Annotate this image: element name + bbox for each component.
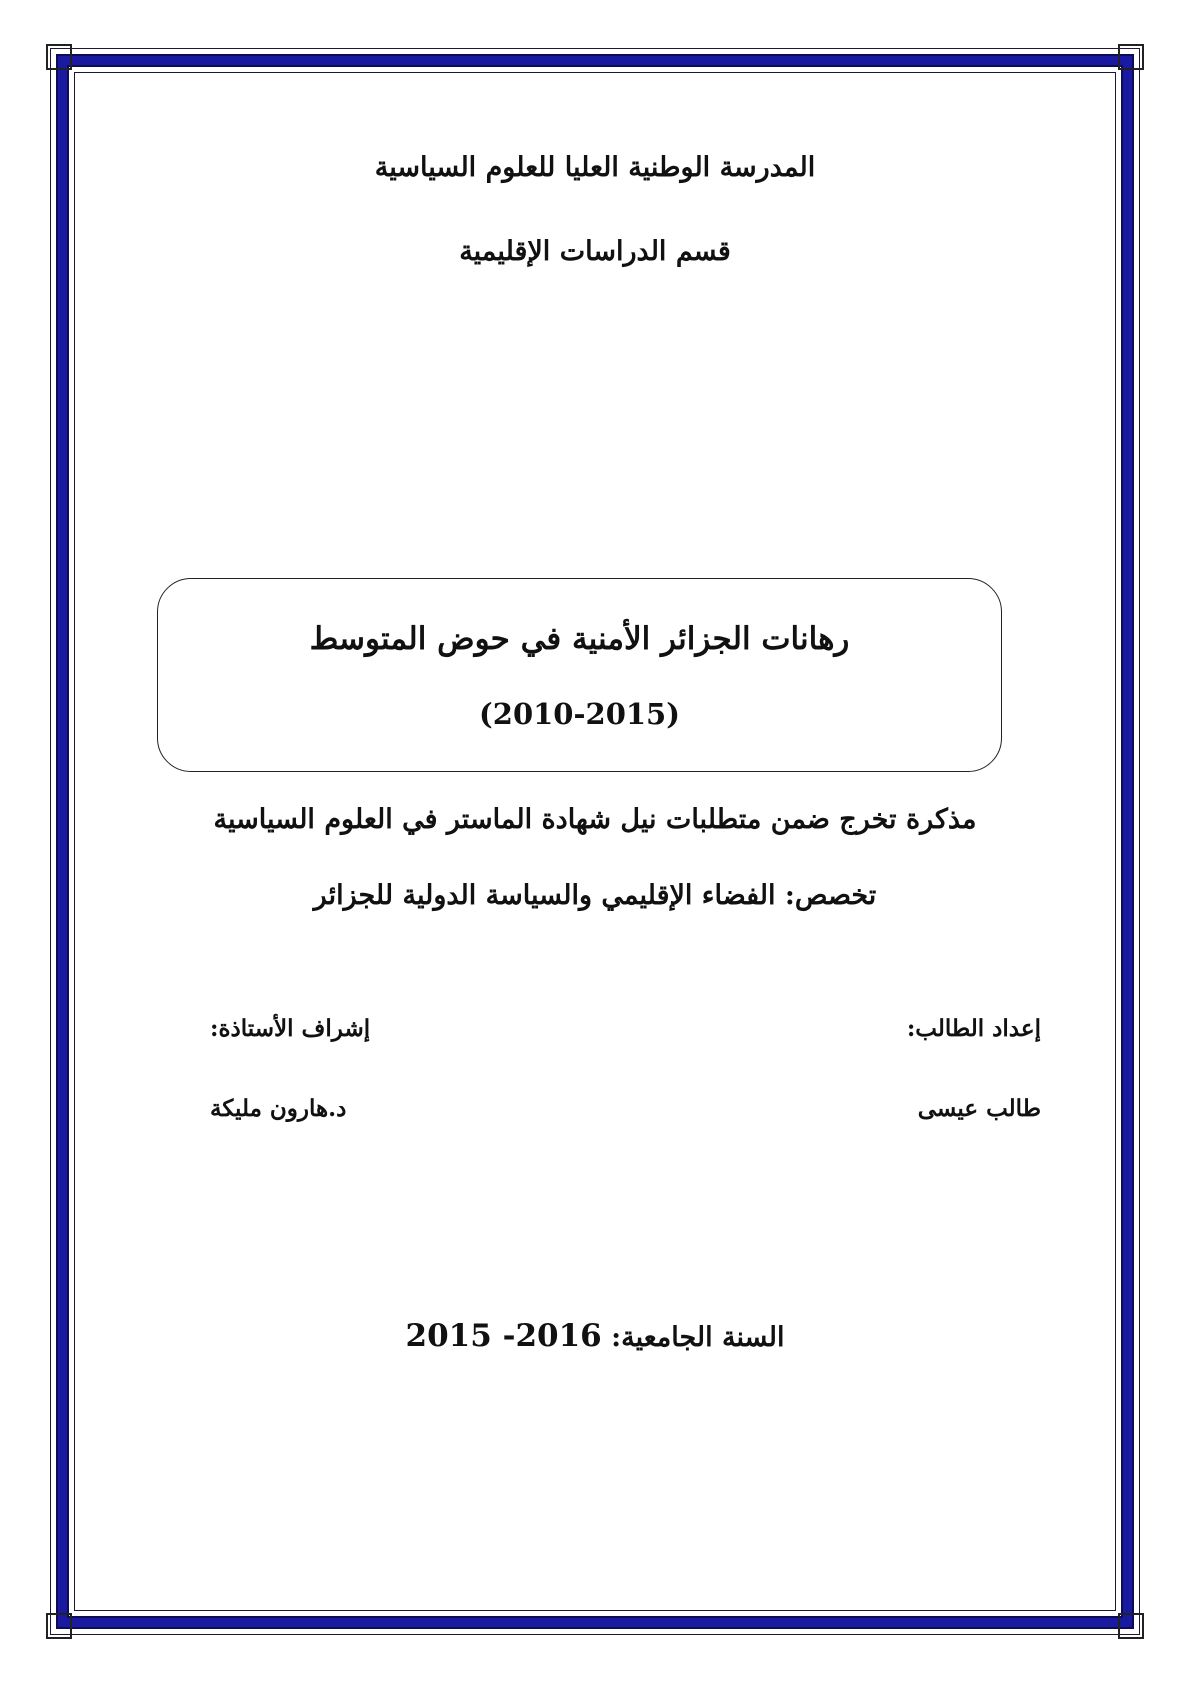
- page-border-inner: [74, 72, 1116, 1611]
- academic-year: [0, 1318, 1190, 1354]
- thesis-purpose: مذكرة تخرج ضمن متطلبات نيل شهادة الماستر في العلوم السياسية: [213, 804, 977, 835]
- academic-year-value: 2015 -2016: [405, 1318, 602, 1354]
- border-corner-top-left: [46, 44, 72, 70]
- supervisor-label: إشراف الأستاذة:: [210, 1015, 371, 1042]
- thesis-period: (2010-2015): [479, 697, 680, 731]
- school-name: المدرسة الوطنية العليا للعلوم السياسية: [374, 152, 816, 183]
- department-name: قسم الدراسات الإقليمية: [459, 236, 731, 267]
- thesis-title: رهانات الجزائر الأمنية في حوض المتوسط: [309, 621, 850, 657]
- thesis-specialty: تخصص: الفضاء الإقليمي والسياسة الدولية للجزائر: [313, 880, 877, 911]
- border-corner-bottom-right: [1118, 1613, 1144, 1639]
- supervisor-name: د.هارون مليكة: [210, 1095, 347, 1122]
- student-label: إعداد الطالب:: [906, 1015, 1041, 1042]
- border-corner-bottom-left: [46, 1613, 72, 1639]
- title-box: [157, 578, 1002, 772]
- student-name: طالب عيسى: [917, 1095, 1041, 1122]
- border-corner-top-right: [1118, 44, 1144, 70]
- academic-year-label: السنة الجامعية:: [611, 1322, 785, 1353]
